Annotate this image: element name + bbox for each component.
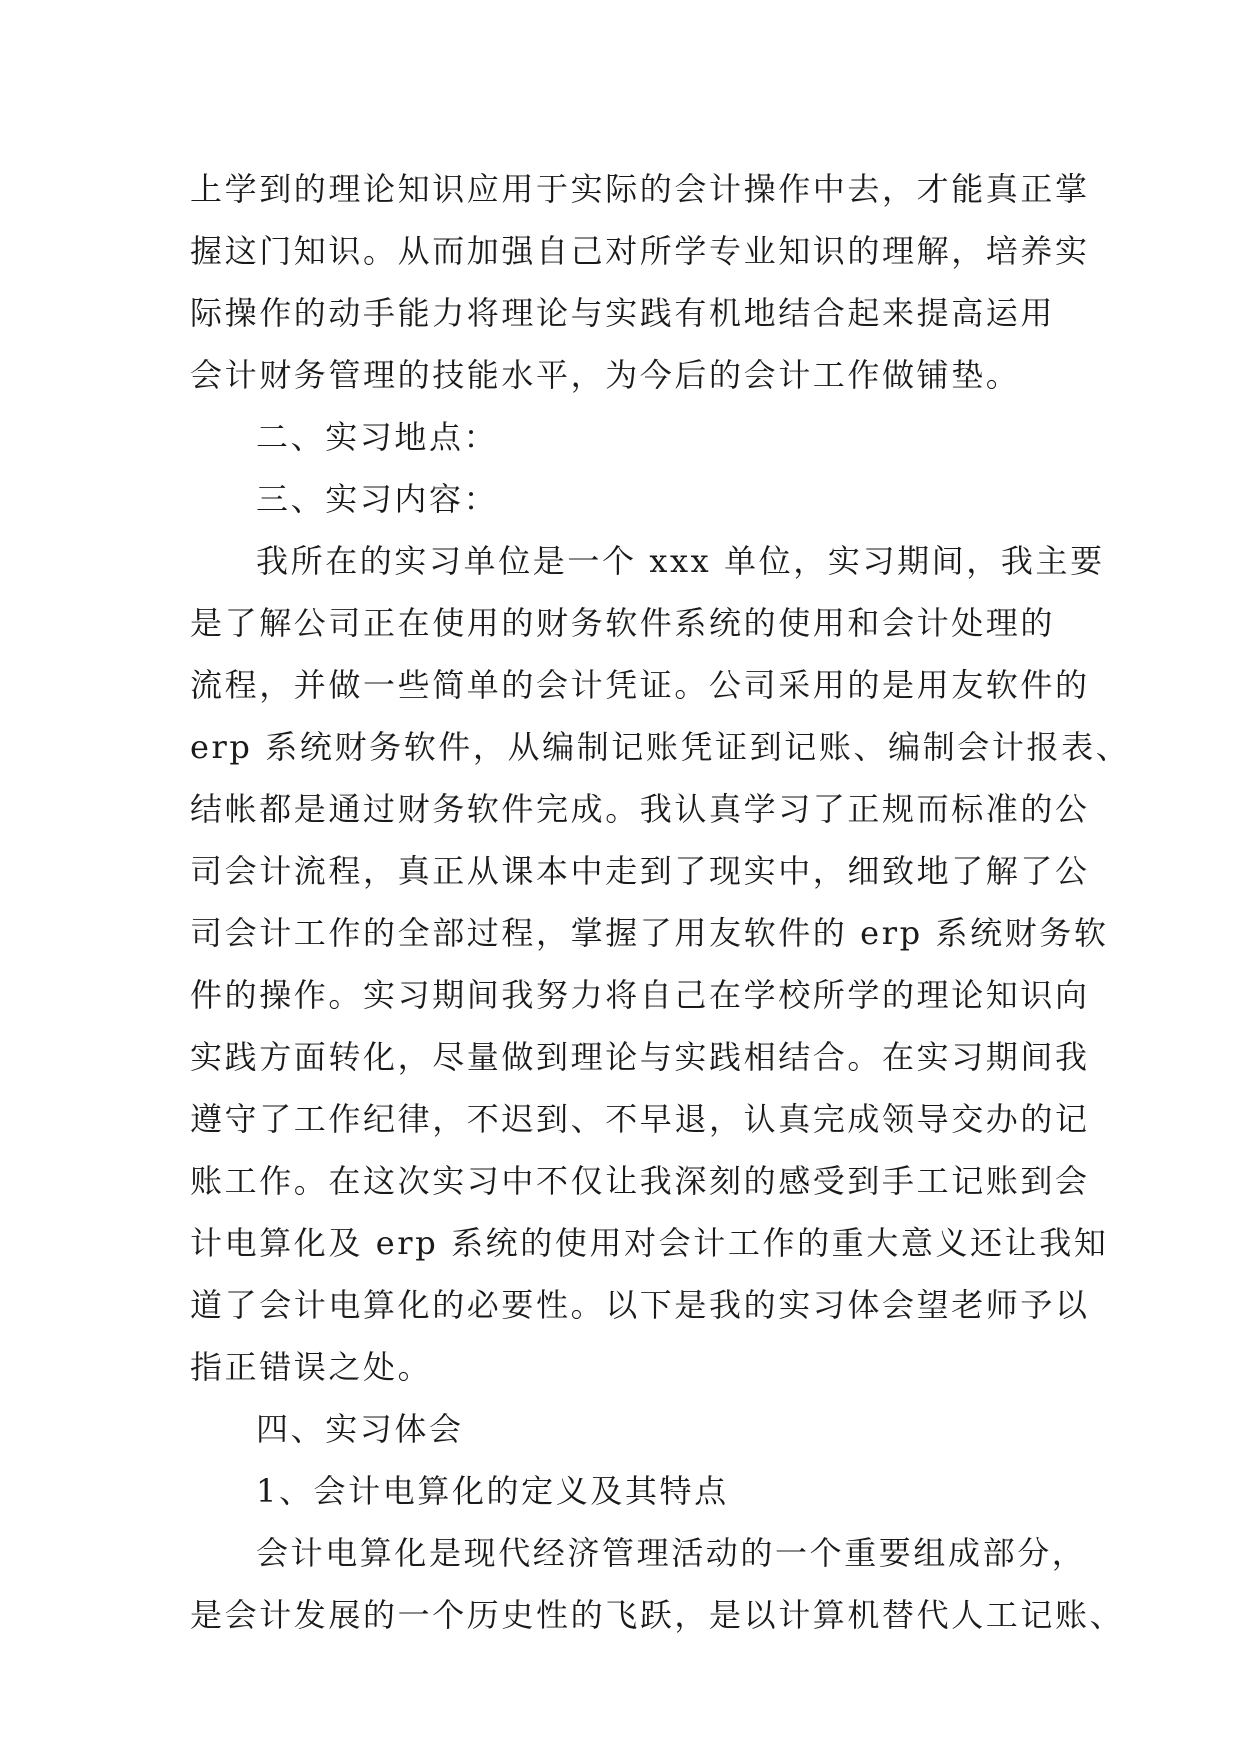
- paragraph-line: 上学到的理论知识应用于实际的会计操作中去，才能真正掌: [190, 170, 1090, 208]
- paragraph-line: 结帐都是通过财务软件完成。我认真学习了正规而标准的公: [190, 790, 1090, 828]
- paragraph-line: 账工作。在这次实习中不仅让我深刻的感受到手工记账到会: [190, 1162, 1090, 1200]
- paragraph-line: 遵守了工作纪律，不迟到、不早退，认真完成领导交办的记: [190, 1100, 1090, 1138]
- body-text: [190, 158, 1131, 1646]
- paragraph-first-line: 二、实习地点：: [256, 418, 499, 456]
- paragraph-line: 司会计流程，真正从课本中走到了现实中，细致地了解了公: [190, 852, 1090, 890]
- paragraph-line: 司会计工作的全部过程，掌握了用友软件的 erp 系统财务软: [190, 914, 1109, 952]
- paragraph-first-line: 四、实习体会: [256, 1410, 464, 1448]
- paragraph-line: 实践方面转化，尽量做到理论与实践相结合。在实习期间我: [190, 1038, 1090, 1076]
- paragraph-first-line: 1、会计电算化的定义及其特点: [256, 1472, 729, 1510]
- paragraph-line: erp 系统财务软件，从编制记账凭证到记账、编制会计报表、: [190, 728, 1131, 766]
- paragraph-line: 会计财务管理的技能水平，为今后的会计工作做铺垫。: [190, 356, 1021, 394]
- paragraph-line: 计电算化及 erp 系统的使用对会计工作的重大意义还让我知: [190, 1224, 1109, 1262]
- paragraph-line: 流程，并做一些简单的会计凭证。公司采用的是用友软件的: [190, 666, 1090, 704]
- paragraph-line: 是会计发展的一个历史性的飞跃，是以计算机替代人工记账、: [190, 1596, 1125, 1634]
- paragraph-line: 道了会计电算化的必要性。以下是我的实习体会望老师予以: [190, 1286, 1090, 1324]
- paragraph-line: 握这门知识。从而加强自己对所学专业知识的理解，培养实: [190, 232, 1090, 270]
- paragraph-first-line: 三、实习内容：: [256, 480, 499, 518]
- paragraph-first-line: 会计电算化是现代经济管理活动的一个重要组成部分，: [256, 1534, 1087, 1572]
- paragraph-line: 指正错误之处。: [190, 1348, 433, 1386]
- paragraph-line: 是了解公司正在使用的财务软件系统的使用和会计处理的: [190, 604, 1056, 642]
- paragraph-first-line: 我所在的实习单位是一个 xxx 单位，实习期间，我主要: [256, 542, 1105, 580]
- paragraph-line: 件的操作。实习期间我努力将自己在学校所学的理论知识向: [190, 976, 1090, 1014]
- paragraph-line: 际操作的动手能力将理论与实践有机地结合起来提高运用: [190, 294, 1056, 332]
